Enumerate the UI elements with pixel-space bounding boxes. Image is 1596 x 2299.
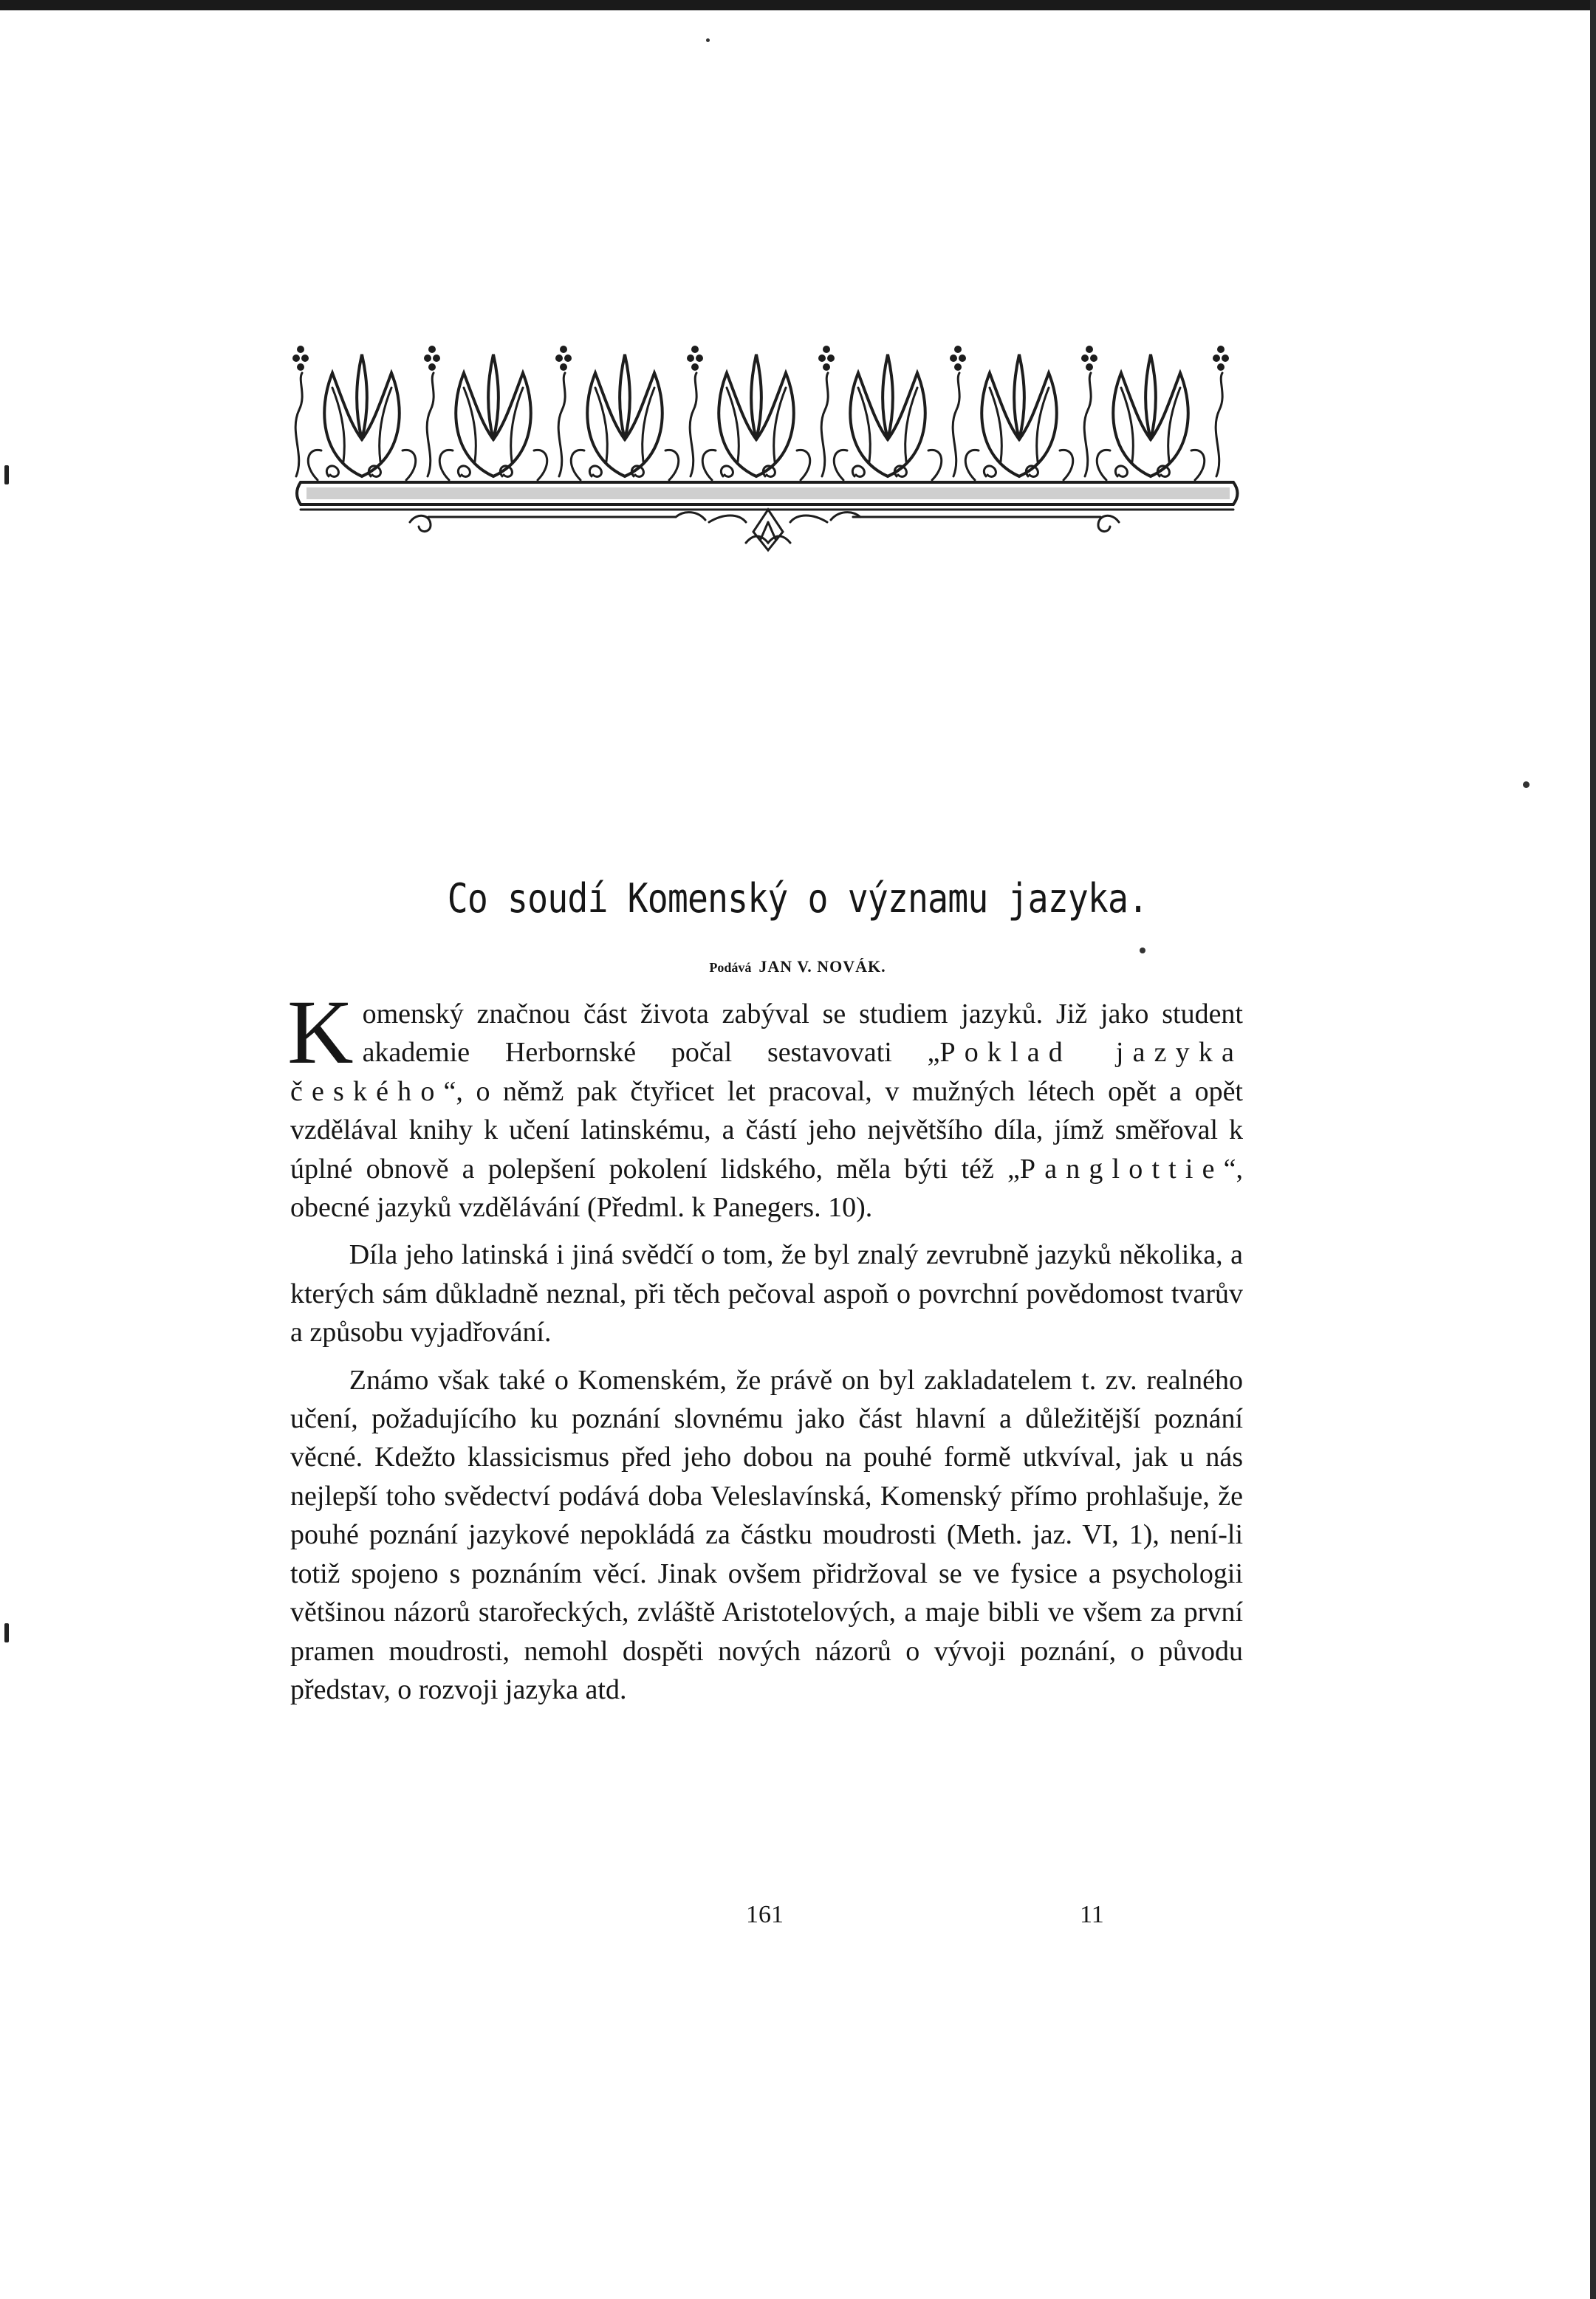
paragraph-2: Díla jeho latinská i jiná svědčí o tom, že byl znalý zevrubně jazyků několika, a kterých sám důkladně neznal, při těch pečoval aspoň o povrchní povědomost tvarův a způsobu vyjadřování.	[290, 1239, 1243, 1349]
scan-speck	[1140, 948, 1145, 953]
paragraph-1	[287, 981, 1244, 1227]
paragraph-1-text: omenský značnou část života zabýval se studiem jazyků. Již jako student akademie Herbornské počal sestavovati „	[362, 998, 1243, 1069]
scan-top-edge	[0, 0, 1596, 10]
paragraph-1-text: “, obecné jazyků vzdělávání (Předml. k Panegers. 10).	[290, 1153, 1243, 1224]
byline-prefix: Podává	[709, 960, 752, 975]
scan-speck	[1523, 781, 1530, 788]
paragraph-1-text: “, o němž pak čtyřicet let pracoval, v mužných létech opět a opět vzdělával knihy k učení latinskému, a částí jeho největšího díla, jímž směřoval k úplné obnově a polepšení pokolení lidského, měla býti též „	[290, 1075, 1243, 1185]
decorative-headpiece-ornament	[292, 329, 1244, 572]
scan-edge-mark	[4, 1623, 9, 1642]
printer-signature: 11	[1080, 1901, 1104, 1928]
scan-edge-mark	[4, 465, 9, 484]
scan-right-edge	[1590, 0, 1596, 2299]
byline	[443, 957, 1152, 976]
drop-cap: K	[287, 981, 354, 1083]
page-number: 161	[746, 1901, 784, 1928]
scan-speck	[706, 38, 710, 42]
paragraph-3: Známo však také o Komenském, že právě on byl zakladatelem t. zv. realného učení, požadujícího ku poznání slovnému jako část hlavní a důležitější poznání věcné. Kdežto klassicismus před jeho dobou na pouhé formě utkvíval, jak u nás nejlepší toho svědectví podává doba Veleslavínská, Komenský přímo prohlašuje, že pouhé poznání jazykové nepokládá za částku moudrosti (Meth. jaz. VI, 1), není-li totiž spojeno s poznáním věcí. Jinak ovšem přidržoval se ve fysice a psychologii většinou názorů starořeckých, zvláště Aristotelových, a maje bibli ve všem za první pramen moudrosti, nemohl dospěti nových názorů o vývoji poznání, o původu představ, o rozvoji jazyka atd.	[290, 1364, 1243, 1705]
article-body	[287, 981, 1244, 1718]
work-title-poklad: Poklad jazyka českého	[290, 1037, 1244, 1107]
byline-author: JAN V. NOVÁK.	[758, 957, 886, 976]
work-title-panglottie: Panglottie	[1019, 1153, 1224, 1185]
article-title: Co soudí Komenský o významu jazyka.	[447, 875, 1148, 922]
